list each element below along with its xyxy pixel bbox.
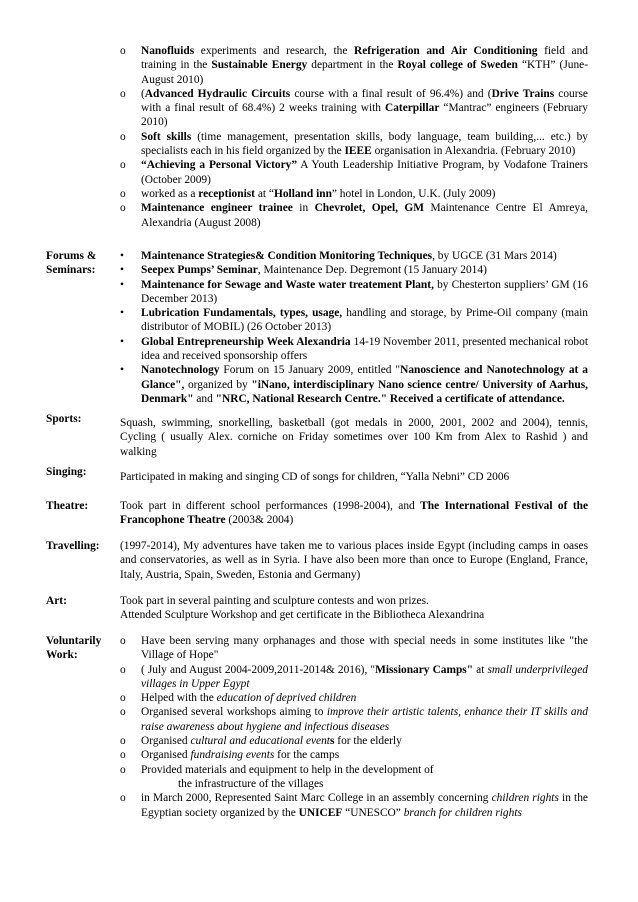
list-item (120, 249, 588, 263)
bullet-icon: • (120, 335, 124, 348)
text-run: ( (141, 87, 145, 100)
list-item (120, 748, 588, 762)
list-item (120, 201, 588, 230)
circle-bullet-icon: o (120, 706, 126, 719)
circle-bullet-icon: o (120, 187, 126, 200)
section-label-art: Art: (46, 595, 67, 607)
circle-bullet-icon: o (120, 159, 126, 172)
text-run: ( July and August 2004-2009,2011-2014& 2016), " (141, 663, 376, 676)
text-run: and (193, 392, 216, 405)
text-run: fundraising events (190, 749, 275, 762)
text-run: Lubrication Fundamentals, types, usage, (141, 307, 343, 320)
list-item (120, 363, 588, 406)
text-run: (time management, presentation skills, body language, team building,... etc.) by specialists each in his field organized by the (141, 130, 588, 158)
text-run: Chevrolet, Opel, GM (314, 202, 425, 215)
bullet-icon: • (120, 307, 124, 320)
text-run: Nanoscience and Nanotechnology at a Glance", (141, 364, 588, 391)
text-run: "iNano, interdisciplinary Nano science centre/ University of Aarhus, Denmark" (141, 378, 588, 405)
section-label-theatre: Theatre: (46, 500, 89, 512)
circle-bullet-icon: o (120, 635, 126, 647)
text-run: Caterpillar (384, 102, 440, 115)
circle-bullet-icon: o (120, 792, 126, 805)
text-run: 14-19 November 2011, presented mechanical robot idea and received sponsorship offers (141, 335, 588, 363)
text-run: in the Egyptian society organized by the (141, 792, 588, 819)
text-run: for the elderly (334, 735, 402, 748)
list-item (120, 335, 588, 364)
training-list (120, 44, 588, 230)
text-run: “KTH” (June-August 2010) (141, 59, 589, 86)
text-run: at (473, 663, 488, 676)
text-run: Advanced Hydraulic Circuits (144, 87, 291, 100)
text-run: , by UGCE (31 Mars 2014) (432, 250, 557, 262)
text-run: Refrigeration and Air Conditioning (353, 45, 538, 57)
travelling-text: (1997-2014), My adventures have taken me to various places inside Egypt (including camps in oases and conservatories, as well as in Syria. I have also been more than once to Europe (England, France, Italy, Austria, Spain, Sweden, Estonia and Germany) (120, 540, 588, 581)
text-run: handling and storage, by Prime-Oil company (main distributor of MOBIL) (26 October 2013) (141, 307, 588, 334)
list-item (120, 663, 588, 692)
circle-bullet-icon: o (120, 749, 126, 762)
text-run: course with a final result of 68.4%) 2 weeks training with (141, 87, 588, 115)
text-run: “UNESCO” (342, 806, 404, 819)
text-run: organisation in Alexandria. (February 2010) (371, 145, 576, 158)
text-run: Organised several workshops aiming to (141, 706, 327, 719)
text-run: children rights (491, 792, 559, 805)
list-item (120, 306, 588, 335)
text-run: worked as a (141, 187, 199, 200)
list-item (120, 278, 588, 307)
theatre-text: Took part in different school performances (1998-2004), and The International Festival of the Francophone Theatre (2003& 2004) (120, 500, 589, 527)
text-run: Maintenance for Sewage and Waste water treatement Plant, (141, 278, 434, 291)
singing-text: Participated in making and singing CD of songs for children, “Yalla Nebni” CD 2006 (120, 471, 510, 483)
text-run: Helped with the (141, 692, 217, 705)
section-label-forums: Forums & Seminars: (46, 250, 97, 277)
text-run: Royal college of Sweden (397, 59, 518, 72)
sports-text: Squash, swimming, snorkelling, basketball (got medals in 2000, 2001, 2002 and 2004), tennis, Cycling ( usually Alex. corniche on Friday sometimes over 100 Km from Alex to Rashid ) and walking (120, 417, 588, 458)
text-run: ” hotel in London, U.K. (July 2009) (331, 187, 496, 200)
text-run: Have been serving many orphanages and those with special needs in some institutes like "the Village of Hope" (141, 635, 588, 662)
circle-bullet-icon: o (120, 45, 126, 57)
text-run: in (292, 202, 315, 215)
circle-bullet-icon: o (120, 763, 126, 776)
text-run: education of deprived children (216, 692, 357, 705)
text-run: by Chesterton suppliers’ GM (16 December 2013) (141, 278, 588, 305)
text-run: field and training in the (141, 45, 588, 72)
list-item (120, 87, 588, 130)
text-run: A Youth Leadership Initiative Program, by Vodafone Trainers (October 2009) (141, 159, 588, 186)
text-run: "NRC, National Research Centre." Received a certificate of attendance. (215, 392, 565, 405)
text-run: Forum on 15 January 2009, entitled " (219, 364, 401, 377)
list-item (120, 691, 588, 705)
text-run: Maintenance engineer trainee (141, 202, 293, 215)
text-run: department in the (307, 59, 398, 72)
list-item (120, 158, 588, 187)
text-run: Maintenance Strategies& Condition Monitoring Techniques (141, 250, 433, 262)
circle-bullet-icon: o (120, 130, 126, 143)
bullet-icon: • (120, 364, 124, 377)
text-run: Maintenance Centre El Amreya, Alexandria (August 2008) (141, 202, 588, 229)
section-label-travelling: Travelling: (46, 540, 100, 552)
list-item (120, 763, 588, 792)
text-run: branch for children rights (403, 806, 522, 819)
text-run: Drive Trains (491, 87, 555, 100)
text-run: in March 2000, Represented Saint Marc College in an assembly concerning (141, 792, 492, 805)
forums-list (120, 249, 588, 406)
circle-bullet-icon: o (120, 202, 126, 215)
list-item (120, 734, 588, 748)
text-run: s (329, 735, 335, 748)
art-text (120, 594, 588, 623)
bullet-icon: • (120, 264, 124, 277)
text-run: experiments and research, the (194, 45, 354, 57)
circle-bullet-icon: o (120, 87, 126, 100)
bullet-icon: • (120, 250, 124, 262)
text-run: Holland inn (273, 187, 332, 200)
text-run: small underprivileged villages in Upper Egypt (141, 663, 588, 690)
text-run: course with a final result of 96.4%) and ( (290, 87, 492, 100)
list-item (120, 44, 588, 87)
text-run: Global Entrepreneurship Week Alexandria (141, 335, 351, 348)
bullet-icon: • (120, 278, 124, 291)
list-item (120, 634, 588, 663)
text-run: Seepex Pumps’ Seminar (141, 264, 258, 277)
art-line-1: Took part in several painting and sculpture contests and won prizes. (120, 595, 429, 607)
text-run: Organised (141, 735, 191, 748)
list-item (120, 705, 588, 734)
section-label-voluntary: Voluntarily Work: (46, 635, 102, 662)
text-run: “Achieving a Personal Victory” (141, 159, 298, 172)
list-item (120, 187, 588, 201)
text-run: Missionary Camps" (375, 663, 474, 676)
text-run: Organised (141, 749, 191, 762)
text-run: “Mantrac” engineers (February 2010) (141, 102, 588, 129)
text-run: Nanotechnology (141, 364, 220, 377)
text-run: Soft skills (141, 130, 192, 143)
voluntary-list (120, 634, 588, 820)
text-run: , Maintenance Dep. Degremont (15 January 2014) (257, 264, 487, 277)
circle-bullet-icon: o (120, 692, 126, 705)
list-item (120, 130, 588, 159)
text-run: Provided materials and equipment to help in the development of (141, 763, 434, 776)
text-run: organized by (184, 378, 252, 391)
text-run: cultural and educational event (190, 735, 330, 748)
text-run: for the camps (274, 749, 340, 762)
text-run: Sustainable Energy (211, 59, 308, 72)
section-label-singing: Singing: (46, 466, 87, 478)
list-item (120, 791, 588, 820)
list-item-continuation: the infrastructure of the villages (178, 777, 324, 790)
list-item (120, 263, 588, 277)
text-run: improve their artistic talents, enhance their IT skills and raise awareness about hygiene and infectious diseases (141, 706, 588, 733)
text-run: receptionist (198, 187, 255, 200)
section-label-sports: Sports: (46, 413, 82, 425)
text-run: IEEE (344, 145, 372, 158)
text-run: at “ (254, 187, 274, 200)
circle-bullet-icon: o (120, 663, 126, 676)
text-run: Nanofluids (141, 45, 195, 57)
text-run: UNICEF (298, 806, 343, 819)
circle-bullet-icon: o (120, 735, 126, 748)
art-line-2: Attended Sculpture Workshop and get certificate in the Bibliotheca Alexandrina (120, 609, 485, 622)
